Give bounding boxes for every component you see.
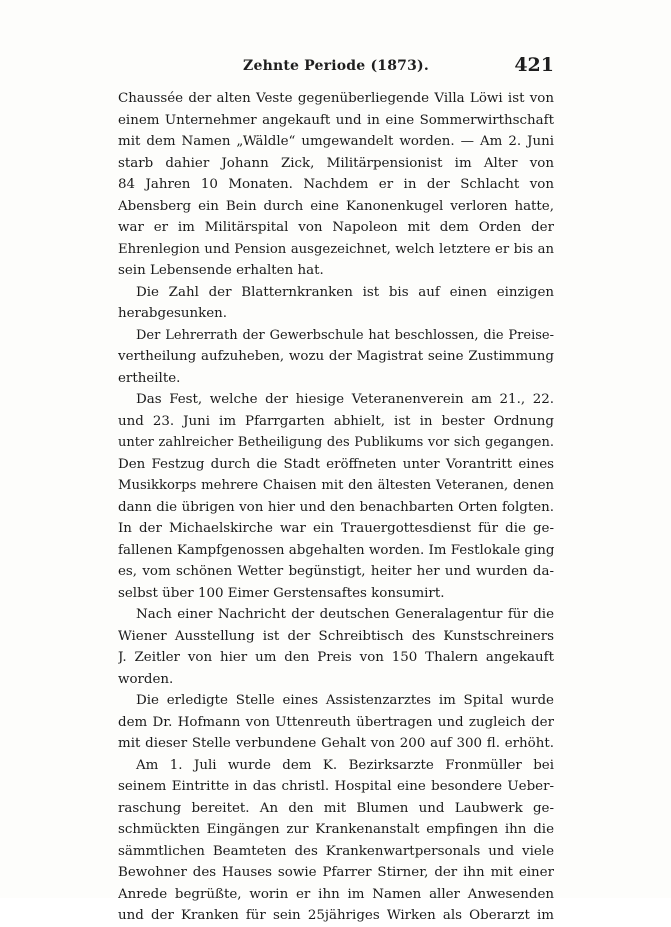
text-line: war er im Militärspital von Napoleon mit dem Orden der: [118, 220, 554, 235]
text-line: Chaussée der alten Veste gegenüberliegende Villa Löwi ist von: [118, 91, 554, 106]
text-line: Bewohner des Hauses sowie Pfarrer Stirner, der ihn mit einer: [118, 865, 554, 880]
text-line: vertheilung aufzuheben, wozu der Magistrat seine Zustimmung: [118, 349, 554, 364]
text-line: seinem Eintritte in das christl. Hospital eine besondere Ueber-: [118, 779, 554, 794]
text-line: worden.: [118, 671, 174, 687]
text-line: Der Lehrerrath der Gewerbschule hat beschlossen, die Preise-: [136, 327, 554, 343]
text-line: mit dieser Stelle verbundene Gehalt von 200 auf 300 fl. erhöht.: [118, 736, 554, 751]
text-line: Nach einer Nachricht der deutschen Generalagentur für die: [136, 607, 554, 622]
text-line: raschung bereitet. An den mit Blumen und Laubwerk ge-: [118, 800, 554, 816]
text-line: Abensberg ein Bein durch eine Kanonenkugel verloren hatte,: [118, 198, 554, 214]
text-line: unter zahlreicher Betheiligung des Publikums vor sich gegangen.: [118, 435, 554, 450]
text-line: In der Michaelskirche war ein Trauergottesdienst für die ge-: [118, 521, 554, 536]
text-line: fallenen Kampfgenossen abgehalten worden. Im Festlokale ging: [118, 542, 554, 558]
text-line: Das Fest, welche der hiesige Veteranenverein am 21., 22.: [136, 392, 554, 407]
text-line: Die Zahl der Blatternkranken ist bis auf einen einzigen: [136, 284, 554, 300]
text-line: Musikkorps mehrere Chaisen mit den ältesten Veteranen, denen: [118, 478, 554, 493]
text-line: sämmtlichen Beamteten des Krankenwartpersonals und viele: [118, 843, 554, 859]
text-line: einem Unternehmer angekauft und in eine Sommerwirthschaft: [118, 112, 554, 128]
running-head: [118, 52, 554, 80]
text-line: starb dahier Johann Zick, Militärpensionist im Alter von: [118, 155, 554, 171]
text-line: selbst über 100 Eimer Gerstensaftes konsumirt.: [118, 585, 445, 601]
text-line: Anrede begrüßte, worin er ihn im Namen aller Anwesenden: [118, 886, 554, 902]
text-line: Den Festzug durch die Stadt eröffneten unter Vorantritt eines: [118, 456, 554, 472]
text-line: sein Lebensende erhalten hat.: [118, 263, 324, 278]
text-line: dem Dr. Hofmann von Uttenreuth übertragen und zugleich der: [118, 714, 554, 730]
text-line: ertheilte.: [118, 370, 181, 386]
running-title: Zehnte Periode (1873).: [243, 58, 429, 74]
text-line: und der Kranken für sein 25jähriges Wirken als Oberarzt im: [118, 908, 554, 923]
text-line: schmückten Eingängen zur Krankenanstalt empfingen ihn die: [118, 822, 554, 837]
text-line: Ehrenlegion und Pension ausgezeichnet, welch letztere er bis an: [118, 241, 554, 257]
text-line: dann die übrigen von hier und den benachbarten Orten folgten.: [118, 499, 554, 515]
text-line: mit dem Namen „Wäldle“ umgewandelt worden. — Am 2. Juni: [118, 134, 554, 149]
text-line: es, vom schönen Wetter begünstigt, heiter her und wurden da-: [118, 564, 554, 579]
text-line: herabgesunken.: [118, 306, 228, 321]
text-line: Wiener Ausstellung ist der Schreibtisch des Kunstschreiners: [118, 628, 554, 644]
body-text: [118, 88, 554, 927]
text-line: Die erledigte Stelle eines Assistenzarztes im Spital wurde: [136, 693, 554, 708]
text-line: J. Zeitler von hier um den Preis von 150 Thalern angekauft: [118, 650, 554, 665]
text-line: 84 Jahren 10 Monaten. Nachdem er in der Schlacht von: [118, 177, 554, 192]
text-line: Am 1. Juli wurde dem K. Bezirksarzte Fronmüller bei: [136, 757, 554, 773]
page-number: 421: [514, 54, 554, 76]
text-line: und 23. Juni im Pfarrgarten abhielt, ist in bester Ordnung: [118, 413, 554, 429]
